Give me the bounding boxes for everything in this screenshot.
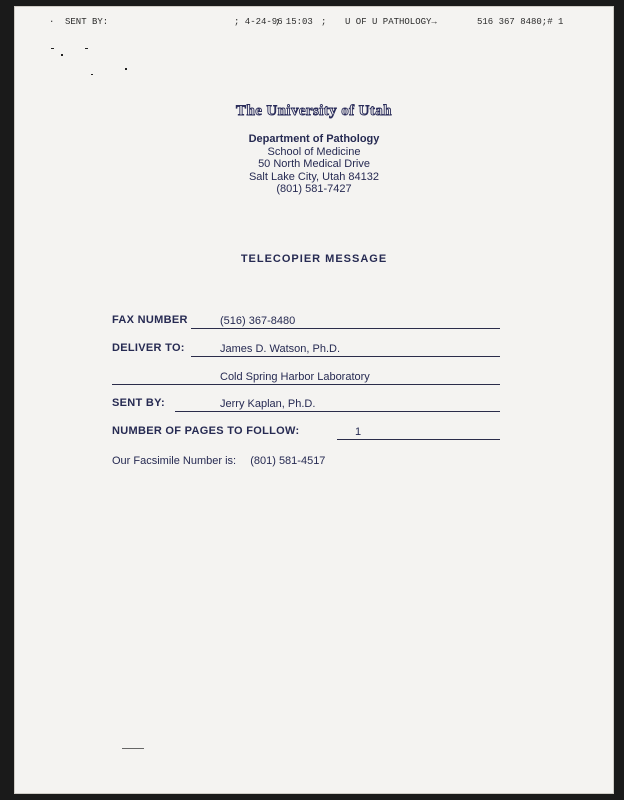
fax-number-label: FAX NUMBER (112, 314, 188, 326)
fax-page (14, 6, 614, 794)
sent-by-value: Jerry Kaplan, Ph.D. (220, 398, 316, 410)
facsimile-note-label: Our Facsimile Number is: (112, 455, 237, 467)
facsimile-note-value: (801) 581-4517 (250, 455, 326, 467)
pages-label: NUMBER OF PAGES TO FOLLOW: (112, 425, 300, 437)
fax-transmission-header (15, 17, 613, 31)
sent-by-line (175, 411, 500, 412)
department-name: Department of Pathology (248, 133, 380, 145)
deliver-to-value: James D. Watson, Ph.D. (220, 343, 341, 355)
street-address: 50 North Medical Drive (258, 158, 370, 170)
school-name: School of Medicine (267, 145, 361, 158)
scan-mark (122, 748, 144, 749)
header-dot: · (49, 17, 55, 27)
university-logotype: The University of Utah (236, 103, 392, 119)
sent-by-label: SENT BY: (112, 397, 165, 409)
header-separator: ; (321, 17, 327, 27)
header-date: ; 4-24-96 (234, 17, 283, 27)
header-time: ; 15:03 (275, 17, 313, 27)
pages-line (337, 439, 500, 440)
message-title: TELECOPIER MESSAGE (240, 253, 388, 265)
deliver-to-label: DELIVER TO: (112, 342, 185, 354)
organization-line (112, 384, 500, 385)
city-address: Salt Lake City, Utah 84132 (248, 170, 380, 183)
header-from: U OF U PATHOLOGY→ (345, 17, 437, 27)
organization-value: Cold Spring Harbor Laboratory (220, 371, 370, 383)
facsimile-note (112, 455, 325, 467)
header-number-page: 516 367 8480;# 1 (477, 17, 564, 27)
deliver-to-line (191, 356, 500, 357)
pages-value: 1 (355, 426, 362, 438)
header-sent-by: SENT BY: (65, 17, 109, 27)
letterhead-block (15, 133, 613, 196)
fax-number-value: (516) 367-8480 (220, 315, 296, 327)
fax-number-line (191, 328, 500, 329)
department-phone: (801) 581-7427 (276, 183, 352, 195)
